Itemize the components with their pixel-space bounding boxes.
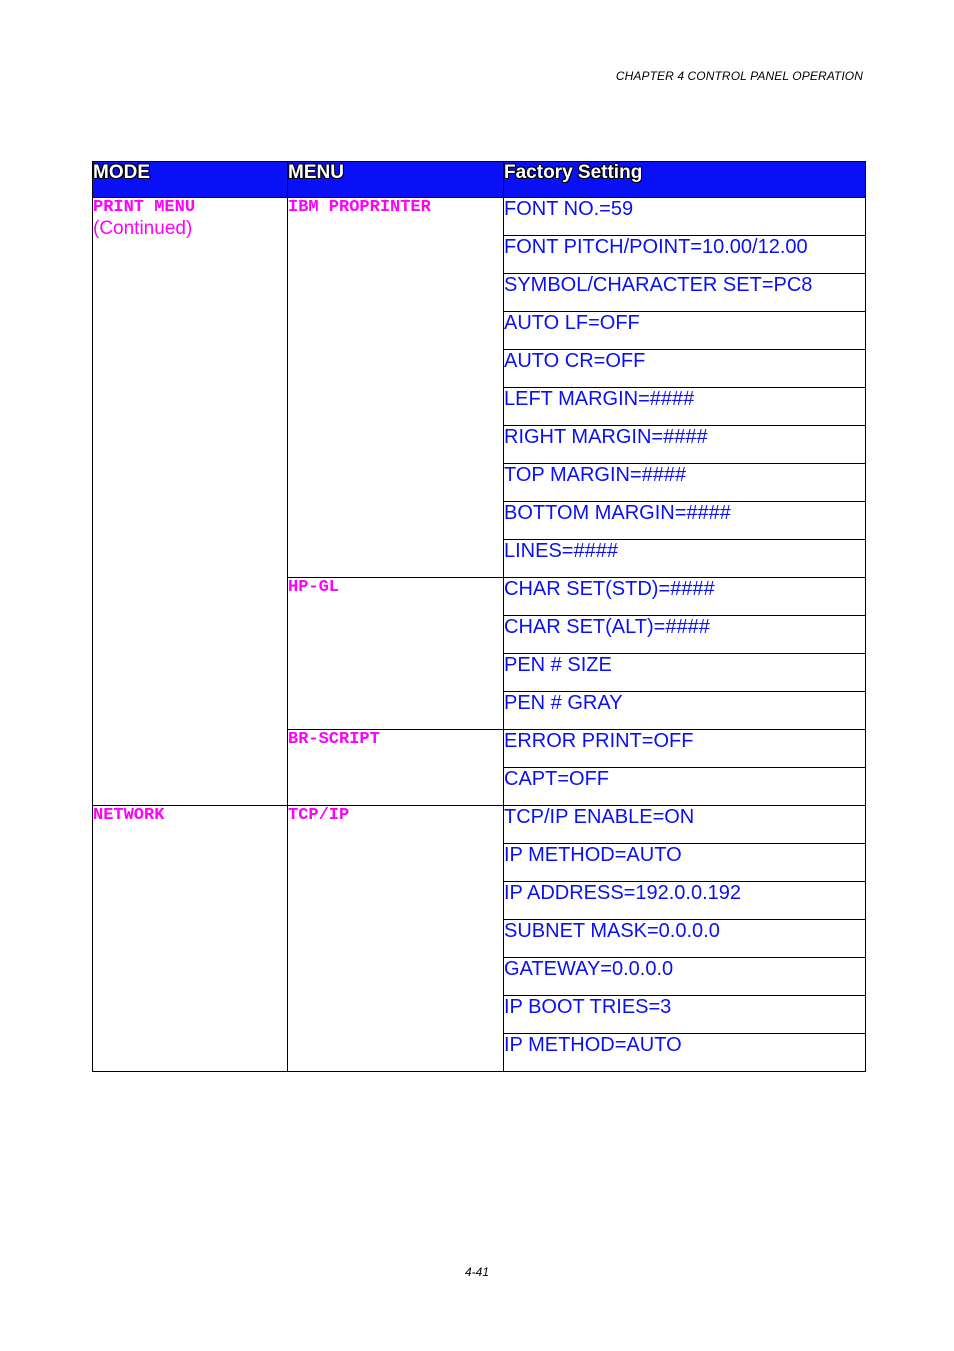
mode-cell bbox=[93, 198, 288, 806]
factory-setting-value: LEFT MARGIN=#### bbox=[504, 388, 866, 426]
factory-setting-value: IP METHOD=AUTO bbox=[504, 1034, 866, 1072]
page-number: 4-41 bbox=[464, 1265, 490, 1279]
factory-setting-value: BOTTOM MARGIN=#### bbox=[504, 502, 866, 540]
mode-cell bbox=[93, 806, 288, 1072]
factory-setting-value: PEN # SIZE bbox=[504, 654, 866, 692]
factory-setting-value: IP METHOD=AUTO bbox=[504, 844, 866, 882]
factory-setting-value: IP BOOT TRIES=3 bbox=[504, 996, 866, 1034]
menu-cell: BR-SCRIPT bbox=[288, 730, 504, 806]
factory-setting-value: TCP/IP ENABLE=ON bbox=[504, 806, 866, 844]
factory-setting-value: SUBNET MASK=0.0.0.0 bbox=[504, 920, 866, 958]
mode-label: NETWORK bbox=[93, 806, 165, 825]
menu-cell: IBM PROPRINTER bbox=[288, 198, 504, 578]
table-header-row bbox=[93, 162, 866, 198]
menu-cell: TCP/IP bbox=[288, 806, 504, 1072]
menu-cell: HP-GL bbox=[288, 578, 504, 730]
column-header-mode: MODE bbox=[93, 162, 288, 198]
mode-label: PRINT MENU bbox=[93, 198, 196, 217]
factory-setting-value: LINES=#### bbox=[504, 540, 866, 578]
factory-setting-value: FONT NO.=59 bbox=[504, 198, 866, 236]
factory-setting-value: SYMBOL/CHARACTER SET=PC8 bbox=[504, 274, 866, 312]
table-row bbox=[93, 806, 866, 844]
factory-setting-value: ERROR PRINT=OFF bbox=[504, 730, 866, 768]
factory-setting-value: CAPT=OFF bbox=[504, 768, 866, 806]
factory-setting-value: TOP MARGIN=#### bbox=[504, 464, 866, 502]
mode-continued-note: (Continued) bbox=[93, 218, 193, 239]
table-body bbox=[93, 198, 866, 1072]
table-row bbox=[93, 198, 866, 236]
factory-setting-value: GATEWAY=0.0.0.0 bbox=[504, 958, 866, 996]
factory-setting-value: RIGHT MARGIN=#### bbox=[504, 426, 866, 464]
factory-setting-value: AUTO LF=OFF bbox=[504, 312, 866, 350]
factory-setting-value: CHAR SET(STD)=#### bbox=[504, 578, 866, 616]
running-header: CHAPTER 4 CONTROL PANEL OPERATION bbox=[615, 69, 863, 83]
factory-settings-table bbox=[92, 161, 866, 1072]
factory-setting-value: IP ADDRESS=192.0.0.192 bbox=[504, 882, 866, 920]
column-header-menu: MENU bbox=[288, 162, 504, 198]
factory-setting-value: AUTO CR=OFF bbox=[504, 350, 866, 388]
column-header-factory-setting: Factory Setting bbox=[504, 162, 866, 198]
factory-setting-value: CHAR SET(ALT)=#### bbox=[504, 616, 866, 654]
factory-setting-value: FONT PITCH/POINT=10.00/12.00 bbox=[504, 236, 866, 274]
factory-setting-value: PEN # GRAY bbox=[504, 692, 866, 730]
